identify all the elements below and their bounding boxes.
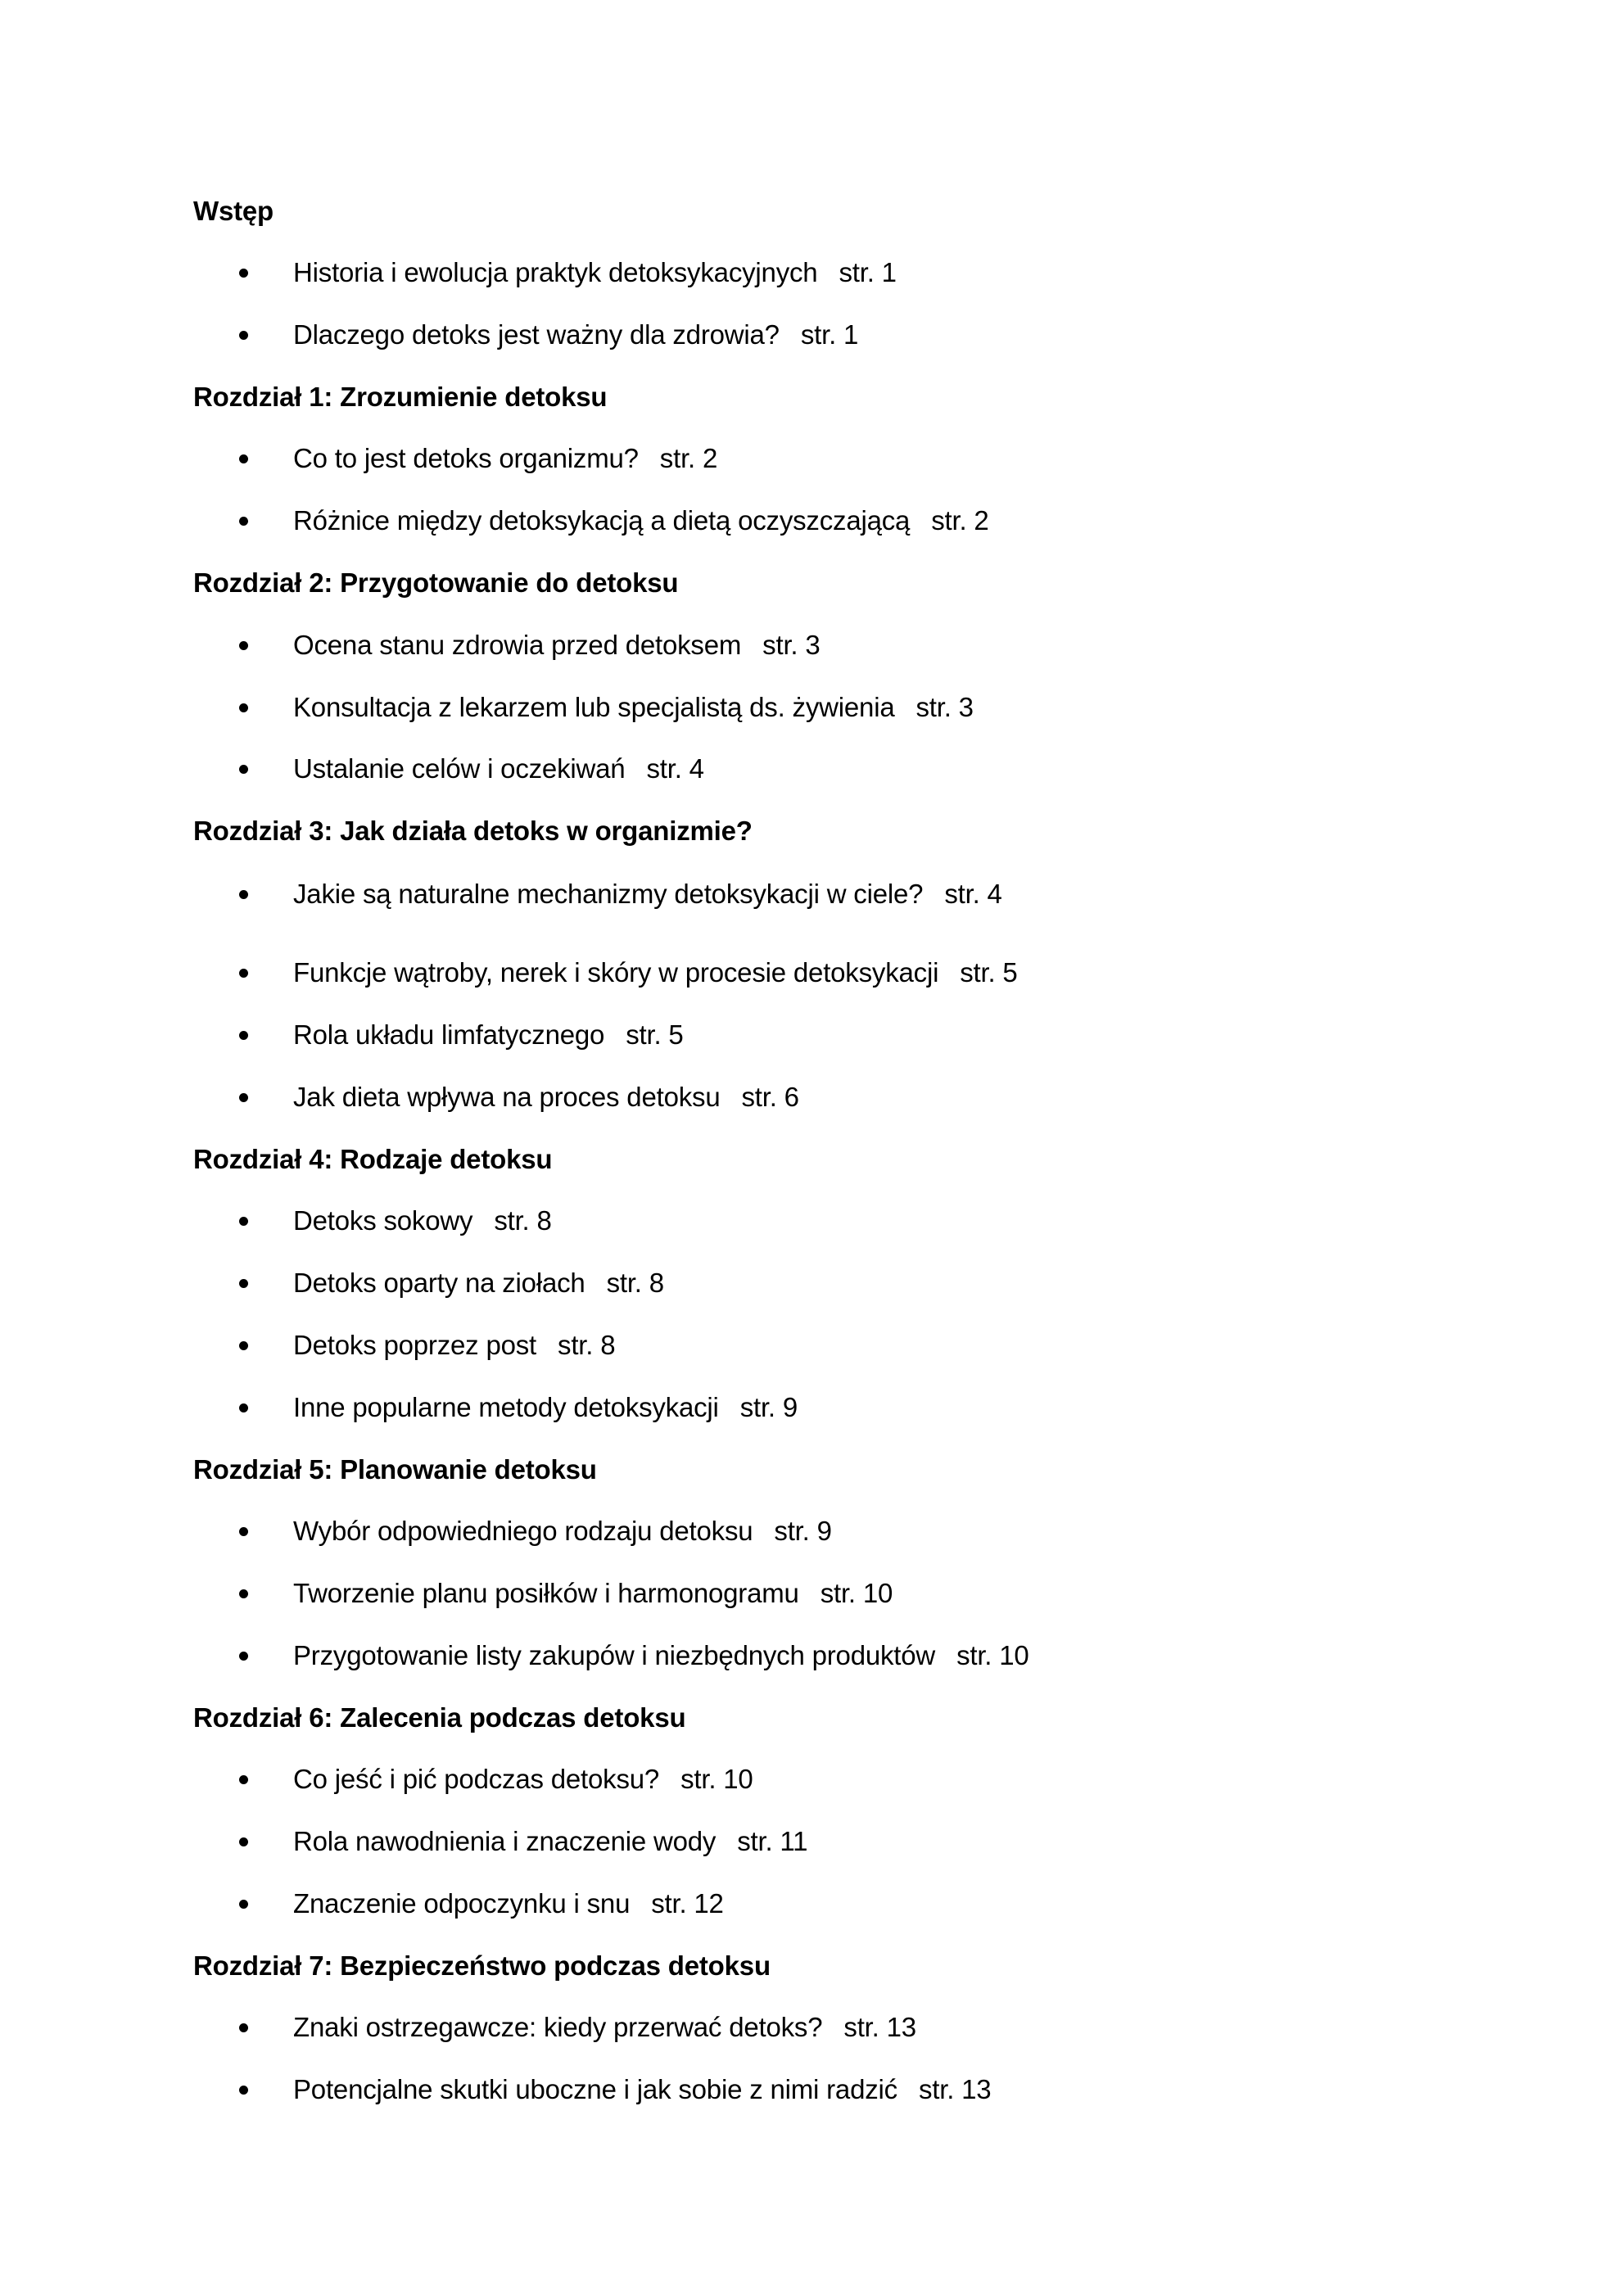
page-ref: str. 4	[944, 879, 1002, 909]
bullet-icon	[239, 517, 248, 526]
bullet-icon	[239, 1279, 248, 1288]
page-ref: str. 12	[651, 1888, 724, 1919]
page-ref: str. 2	[659, 443, 718, 473]
item-title: Detoks poprzez post	[293, 1330, 537, 1360]
page-ref: str. 9	[774, 1516, 832, 1546]
section-heading-ch6: Rozdział 6: Zalecenia podczas detoksu	[193, 1702, 686, 1733]
page-ref: str. 3	[762, 630, 821, 660]
item-title: Potencjalne skutki uboczne i jak sobie z nimi radzić	[293, 2074, 897, 2104]
page-ref: str. 10	[956, 1640, 1029, 1670]
item-title: Wybór odpowiedniego rodzaju detoksu	[293, 1516, 753, 1546]
item-title: Tworzenie planu posiłków i harmonogramu	[293, 1578, 799, 1608]
page-ref: str. 8	[494, 1205, 552, 1236]
item-title: Dlaczego detoks jest ważny dla zdrowia?	[293, 319, 780, 350]
section-heading-ch7: Rozdział 7: Bezpieczeństwo podczas detoksu	[193, 1950, 771, 1981]
page-ref: str. 13	[918, 2074, 992, 2104]
item-title: Różnice między detoksykacją a dietą oczyszczającą	[293, 505, 911, 536]
bullet-icon	[239, 2086, 248, 2095]
page-ref: str. 8	[606, 1268, 664, 1298]
bullet-icon	[239, 1217, 248, 1226]
section-heading-ch1: Rozdział 1: Zrozumienie detoksu	[193, 382, 608, 412]
bullet-icon	[239, 1589, 248, 1598]
item-title: Co to jest detoks organizmu?	[293, 443, 639, 473]
bullet-icon	[239, 1837, 248, 1846]
bullet-icon	[239, 269, 248, 278]
item-title: Rola nawodnienia i znaczenie wody	[293, 1826, 717, 1856]
bullet-icon	[239, 331, 248, 340]
bullet-icon	[239, 1652, 248, 1661]
page-ref: str. 10	[820, 1578, 893, 1608]
section-heading-ch4: Rozdział 4: Rodzaje detoksu	[193, 1144, 553, 1174]
bullet-icon	[239, 1775, 248, 1784]
page-ref: str. 6	[741, 1082, 799, 1112]
item-title: Ocena stanu zdrowia przed detoksem	[293, 630, 742, 660]
page-ref: str. 5	[626, 1019, 684, 1050]
section-heading-ch5: Rozdział 5: Planowanie detoksu	[193, 1454, 597, 1485]
page-ref: str. 11	[737, 1826, 808, 1856]
bullet-icon	[239, 703, 248, 712]
item-title: Detoks oparty na ziołach	[293, 1268, 585, 1298]
item-title: Znaczenie odpoczynku i snu	[293, 1888, 631, 1919]
page-ref: str. 10	[680, 1764, 753, 1794]
page-ref: str. 8	[558, 1330, 616, 1360]
bullet-icon	[239, 454, 248, 463]
page-ref: str. 2	[931, 505, 989, 536]
item-title: Konsultacja z lekarzem lub specjalistą ds. żywienia	[293, 692, 895, 722]
item-title: Historia i ewolucja praktyk detoksykacyjnych	[293, 257, 818, 287]
section-heading-ch3: Rozdział 3: Jak działa detoks w organizmie?	[193, 816, 753, 846]
item-title: Znaki ostrzegawcze: kiedy przerwać detoks?	[293, 2012, 823, 2042]
item-title: Detoks sokowy	[293, 1205, 473, 1236]
section-heading-ch2: Rozdział 2: Przygotowanie do detoksu	[193, 567, 679, 598]
item-title: Rola układu limfatycznego	[293, 1019, 605, 1050]
bullet-icon	[239, 969, 248, 978]
item-title: Jakie są naturalne mechanizmy detoksykacji w ciele?	[293, 879, 924, 909]
item-title: Ustalanie celów i oczekiwań	[293, 753, 626, 784]
page-ref: str. 4	[646, 753, 704, 784]
item-title: Co jeść i pić podczas detoksu?	[293, 1764, 660, 1794]
page-ref: str. 1	[839, 257, 897, 287]
page-ref: str. 1	[800, 319, 859, 350]
page-ref: str. 3	[915, 692, 974, 722]
item-title: Przygotowanie listy zakupów i niezbędnych produktów	[293, 1640, 936, 1670]
bullet-icon	[239, 2023, 248, 2032]
bullet-icon	[239, 1403, 248, 1412]
section-heading-intro: Wstęp	[193, 196, 274, 226]
bullet-icon	[239, 1093, 248, 1102]
page-ref: str. 9	[739, 1392, 798, 1422]
bullet-icon	[239, 1527, 248, 1536]
bullet-icon	[239, 765, 248, 774]
item-title: Funkcje wątroby, nerek i skóry w procesie detoksykacji	[293, 957, 939, 988]
item-title: Inne popularne metody detoksykacji	[293, 1392, 719, 1422]
page-ref: str. 13	[843, 2012, 916, 2042]
item-title: Jak dieta wpływa na proces detoksu	[293, 1082, 721, 1112]
bullet-icon	[239, 1341, 248, 1350]
bullet-icon	[239, 641, 248, 650]
bullet-icon	[239, 890, 248, 899]
bullet-icon	[239, 1900, 248, 1909]
page-ref: str. 5	[960, 957, 1018, 988]
bullet-icon	[239, 1031, 248, 1040]
